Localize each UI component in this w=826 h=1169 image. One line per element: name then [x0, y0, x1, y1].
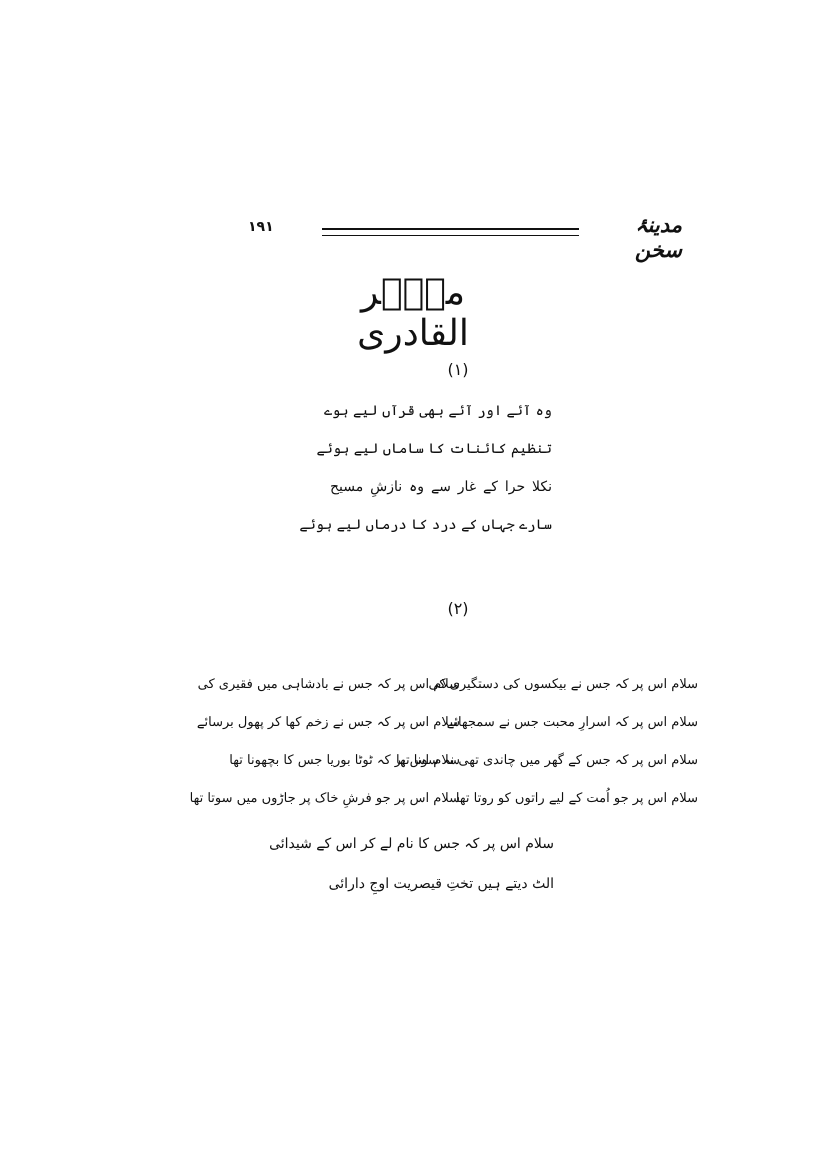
header-rule — [322, 228, 579, 236]
second-hemistich: سلام اس پر کہ جس نے زخم کھا کر پھول برسائے — [196, 714, 460, 730]
second-hemistich: سلام اس پر کہ ٹوٹا بوریا جس کا بچھونا تھا — [229, 752, 460, 768]
first-hemistich: سلام اس پر کہ جس کے گھر میں چاندی تھی نہ سونا تھا — [396, 752, 698, 768]
second-hemistich: سلام اس پر کہ جس نے بادشاہی میں فقیری کی — [197, 676, 460, 692]
first-hemistich: سلام اس پر کہ جس نے بیکسوں کی دستگیری کی — [428, 676, 698, 692]
verse-line: الٹ دیتے ہیں تختِ قیصریت اوجِ دارائی — [328, 876, 554, 892]
couplet-row — [197, 665, 698, 703]
first-hemistich: سلام اس پر کہ اسرارِ محبت جس نے سمجھائے — [446, 714, 698, 730]
couplet-row — [196, 703, 698, 741]
verse-line: سارے جہاں کے درد کا درماں لیے ہوئے — [299, 517, 552, 533]
closing-couplet — [269, 829, 554, 909]
book-title: مدینۂ سخن — [634, 212, 682, 262]
couplets — [189, 665, 698, 817]
poet-name: ماؔہر القادری — [357, 272, 469, 354]
verse-line: سلام اس پر کہ جس کا نام لے کر اس کے شیدائی — [269, 836, 554, 852]
section-number-2: (٢) — [447, 599, 469, 618]
couplet-row — [189, 779, 698, 817]
verse-line: نکلا حرا کے غار سے وہ نازشِ مسیح — [330, 479, 552, 495]
section-number-1: (١) — [447, 360, 469, 379]
page-number: ١٩١ — [248, 219, 274, 235]
verse-line: وہ آئے اور آئے بھی قرآں لیے ہوے — [323, 403, 552, 419]
quatrain — [299, 398, 552, 550]
second-hemistich: سلام اس پر جو فرشِ خاک پر جاڑوں میں سوتا تھا — [189, 790, 460, 806]
first-hemistich: سلام اس پر جو اُمت کے لیے راتوں کو روتا تھا — [455, 790, 698, 806]
verse-line: تنظیم کائنات کا ساماں لیے ہوئے — [316, 441, 552, 457]
couplet-row — [229, 741, 698, 779]
